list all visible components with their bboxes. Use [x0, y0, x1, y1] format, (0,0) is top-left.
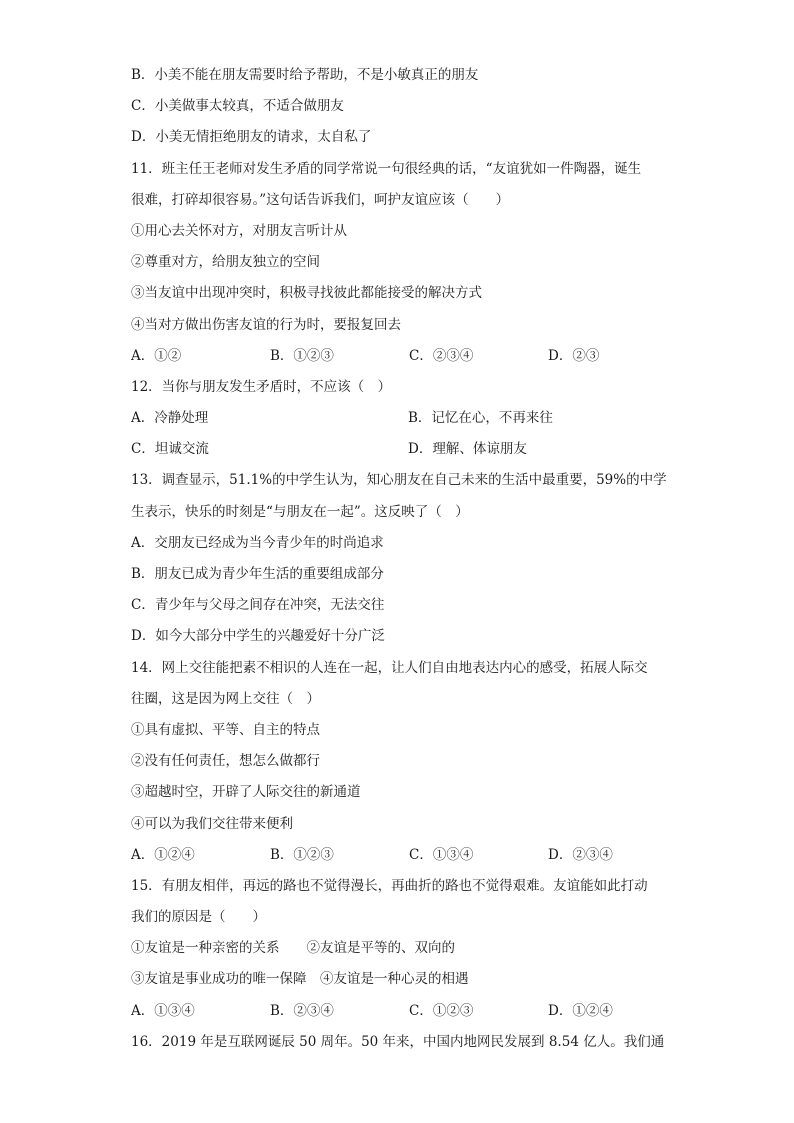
- option-line: A．交朋友已经成为当今青少年的时尚追求: [131, 534, 384, 551]
- question-stem-11: 11．班主任王老师对发生矛盾的同学常说一句很经典的话，“友谊犹如一件陶器，诞生: [131, 160, 642, 177]
- statement-line: ③当友谊中出现冲突时，积极寻找彼此都能接受的解决方式: [131, 285, 482, 302]
- options-row-12-cd: [131, 434, 671, 465]
- answer-option: B．②③④: [270, 1002, 334, 1019]
- question-stem-13: 13．调查显示，51.1%的中学生认为，知心朋友在自己未来的生活中最重要，59%的中学: [131, 472, 667, 489]
- statement-line: ①具有虚拟、平等、自主的特点: [131, 721, 320, 738]
- answer-option: D．理解、体谅朋友: [408, 441, 527, 458]
- question-stem-12: 12．当你与朋友发生矛盾时，不应该（ ）: [131, 378, 392, 395]
- question-content: [131, 60, 671, 1058]
- answer-option: B．①②③: [270, 846, 334, 863]
- options-row-15: [131, 996, 671, 1027]
- answer-option: C．①②③: [409, 1002, 474, 1019]
- statement-line: ③超越时空，开辟了人际交往的新通道: [131, 784, 361, 801]
- answer-option: C．②③④: [409, 347, 474, 364]
- statement-line: ④当对方做出伤害友谊的行为时，要报复回去: [131, 316, 401, 333]
- answer-option: D．②③: [548, 347, 600, 364]
- statement-line: ①友谊是一种亲密的关系 ②友谊是平等的、双向的: [131, 940, 455, 957]
- answer-option: C．坦诚交流: [131, 441, 209, 458]
- option-line: B．朋友已成为青少年生活的重要组成部分: [131, 566, 384, 582]
- option-line: D．小美无情拒绝朋友的请求，太自私了: [131, 129, 372, 146]
- options-row-14: [131, 840, 671, 871]
- option-line: C．青少年与父母之间存在冲突，无法交往: [131, 597, 385, 614]
- statement-line: ④可以为我们交往带来便利: [131, 815, 293, 832]
- option-line: C．小美做事太较真，不适合做朋友: [131, 98, 344, 115]
- option-line: D．如今大部分中学生的兴趣爱好十分广泛: [131, 628, 385, 645]
- options-row-12-ab: [131, 403, 671, 434]
- option-line: B．小美不能在朋友需要时给予帮助，不是小敏真正的朋友: [131, 67, 479, 83]
- question-stem-14-cont: 往圈，这是因为网上交往（ ）: [131, 690, 320, 707]
- question-stem-15-cont: 我们的原因是（ ）: [131, 909, 266, 926]
- answer-option: A．①③④: [131, 1002, 195, 1019]
- answer-option: B．①②③: [270, 347, 334, 364]
- statement-line: ②没有任何责任，想怎么做都行: [131, 753, 320, 770]
- statement-line: ①用心去关怀对方，对朋友言听计从: [131, 222, 347, 239]
- answer-option: A．冷静处理: [131, 410, 209, 427]
- question-stem-16: 16．2019 年是互联网诞辰 50 周年。50 年来，中国内地网民发展到 8.54 亿人。我们通: [131, 1033, 665, 1050]
- answer-option: D．②③④: [548, 846, 613, 863]
- answer-option: B．记忆在心，不再来往: [408, 410, 553, 427]
- answer-option: A．①②: [131, 347, 182, 364]
- answer-option: A．①②④: [131, 846, 195, 863]
- options-row-11: [131, 341, 671, 372]
- question-stem-13-cont: 生表示，快乐的时刻是“与朋友在一起”。这反映了（ ）: [131, 503, 469, 520]
- statement-line: ③友谊是事业成功的唯一保障 ④友谊是一种心灵的相遇: [131, 971, 469, 988]
- statement-line: ②尊重对方，给朋友独立的空间: [131, 254, 320, 271]
- answer-option: D．①②④: [548, 1002, 613, 1019]
- question-stem-11-cont: 很难，打碎却很容易。”这句话告诉我们，呵护友谊应该（ ）: [131, 191, 510, 208]
- question-stem-15: 15．有朋友相伴，再远的路也不觉得漫长，再曲折的路也不觉得艰难。友谊能如此打动: [131, 877, 648, 894]
- question-stem-14: 14．网上交往能把素不相识的人连在一起，让人们自由地表达内心的感受，拓展人际交: [131, 659, 648, 676]
- answer-option: C．①③④: [409, 846, 474, 863]
